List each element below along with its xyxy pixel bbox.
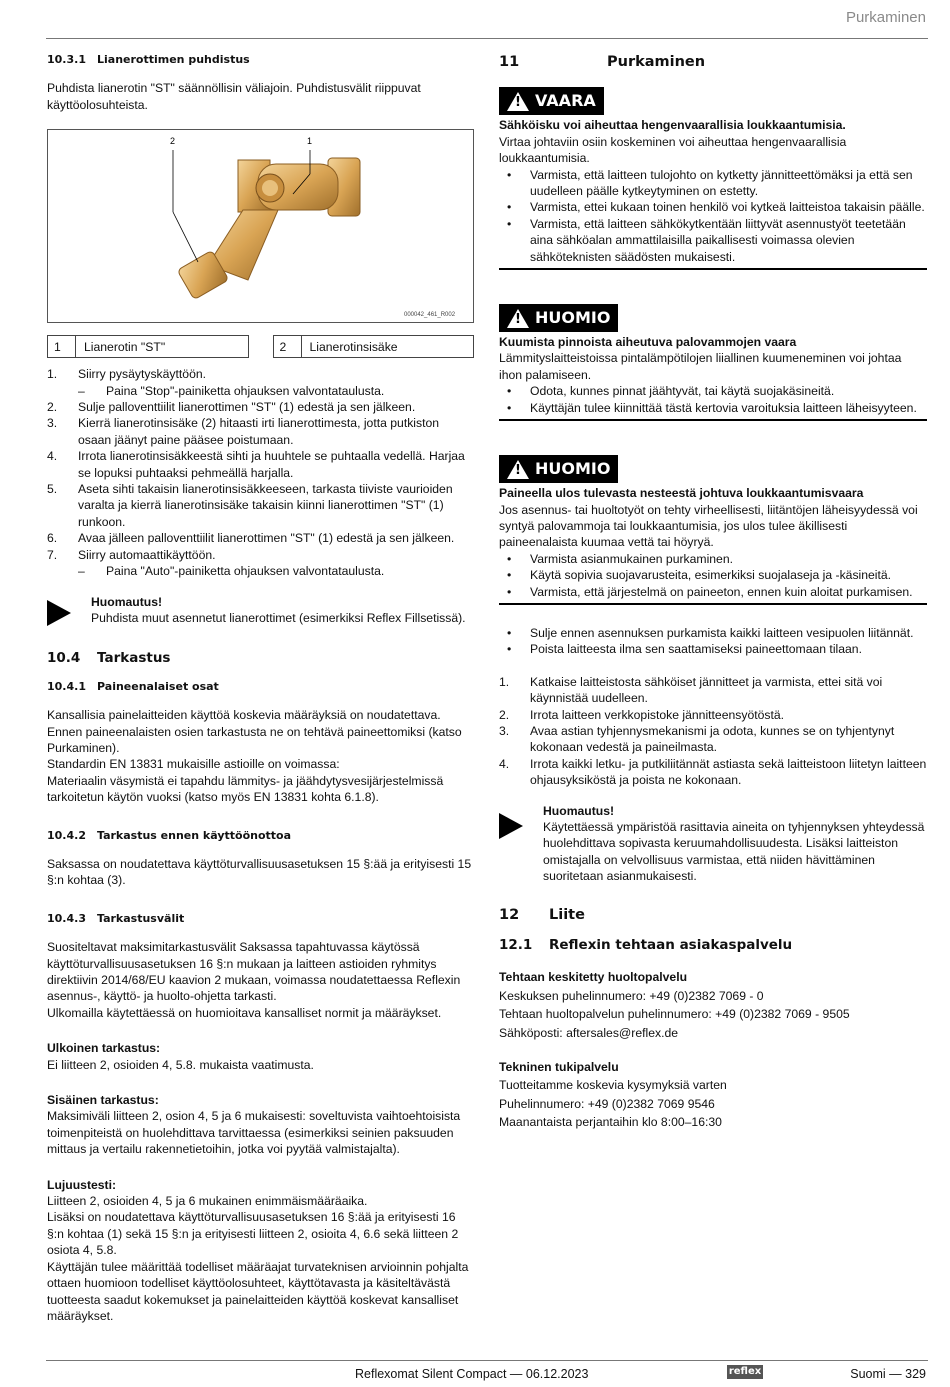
- list-item: • Varmista, että laitteen tulojohto on kytketty jännitteettömäksi ja että sen uudelleen päälle kytkeytyminen on estetty.: [507, 167, 913, 199]
- list-item: • Varmista asianmukainen purkaminen.: [507, 551, 733, 566]
- paragraph: Ulkomailla käytettäessä on huomioitava kansalliset normit ja määräykset.: [47, 1005, 442, 1020]
- left-column: [47, 52, 474, 1324]
- running-header: Purkaminen: [845, 9, 926, 26]
- warning-icon: !: [507, 92, 529, 111]
- subheading-strength: Lujuustesti:: [47, 1177, 117, 1192]
- caution-box-hot: [499, 304, 927, 421]
- callout-2: 2: [170, 136, 176, 147]
- heading-10-4: 10.4 Tarkastus: [47, 650, 171, 667]
- danger-box: [499, 87, 927, 270]
- cleaning-steps: [47, 366, 474, 579]
- arrow-right-icon: [47, 600, 71, 626]
- support-line: Maanantaista perjantaihin klo 8:00–16:30: [499, 1115, 722, 1130]
- subheading-external: Ulkoinen tarkastus:: [47, 1041, 161, 1056]
- heading-10-4-1: 10.4.1 Paineenalaiset osat: [47, 679, 219, 693]
- paragraph: Käyttäjän tulee määrittää todelliset määräajat turvateknisen arvioinnin pohjalta ottaen huomioon todelliset käyttöolosuhteet, käyttötavasta ja käsiteltävästä tuotteesta saadut kokemukset ja painelaitteiden käyttöä koskevat kansalliset määräykset.: [47, 1259, 469, 1323]
- list-subitem: – Paina "Stop"-painiketta ohjauksen valvontataulusta.: [78, 383, 385, 398]
- list-item: 2. Sulje palloventtiilit lianerottimen "ST" (1) edestä ja sen jälkeen.: [47, 400, 416, 415]
- service-line: Keskuksen puhelinnumero: +49 (0)2382 7069 - 0: [499, 988, 764, 1003]
- right-column: [499, 54, 927, 1131]
- list-item: 1. Siirry pysäytyskäyttöön.: [47, 367, 207, 382]
- list-item: 4. Irrota kaikki letku- ja putkiliitännät astiasta sekä laitteistoon liitetyn laitteen ohjausyksiköstä ja poista ne kokonaan.: [499, 756, 927, 788]
- list-item: • Käyttäjän tulee kiinnittää tästä kertovia varoituksia laitteen läheisyyteen.: [507, 400, 917, 415]
- list-item: 3. Avaa astian tyhjennysmekanismi ja odota, kunnes se on tyhjentynyt kokonaan vedestä ja paineilmasta.: [499, 723, 895, 755]
- service-line: Tehtaan huoltopalvelun puhelinnumero: +49 (0)2382 7069 - 9505: [499, 1007, 850, 1022]
- list-item: 2. Irrota laitteen verkkopistoke jännitteensyötöstä.: [499, 707, 785, 722]
- caution-text: Jos asennus- tai huoltotyöt on tehty virheellisesti, liitäntöjen läheisyydessä voi syntyä palovammoja tai loukkaantumisia, jos ulos tulee äkillisesti paineenalaista kuumaa vettä tai höyryä.: [499, 502, 918, 550]
- paragraph: Liitteen 2, osioiden 4, 5 ja 6 mukainen enimmäismääräaika.: [47, 1194, 368, 1209]
- paragraph: Standardin EN 13831 mukaisille astioille on voimassa:: [47, 757, 340, 772]
- note-box: [499, 803, 927, 885]
- list-item: 3. Kierrä lianerotinsisäke (2) hitaasti irti lianerottimesta, jotta putkiston osaan jäänyt paine pääsee poistumaan.: [47, 416, 440, 447]
- service-title: Tehtaan keskitetty huoltopalvelu: [499, 970, 688, 985]
- caution-badge: ! HUOMIO: [499, 455, 618, 483]
- list-item: • Sulje ennen asennuksen purkamista kaikki laitteen vesipuolen liitännät.: [507, 625, 914, 640]
- legend-item: 2 Lianerotinsisäke: [273, 335, 475, 358]
- note-title: Huomautus!: [91, 594, 163, 609]
- list-item: • Odota, kunnes pinnat jäähtyvät, tai käytä suojakäsineitä.: [507, 384, 835, 399]
- danger-title: Sähköisku voi aiheuttaa hengenvaarallisia loukkaantumisia.: [499, 118, 846, 133]
- support-title: Tekninen tukipalvelu: [499, 1060, 619, 1075]
- arrow-right-icon: [499, 813, 523, 839]
- caution-text: Lämmityslaitteistoissa pintalämpötilojen liiallinen kuumeneminen voi johtaa ihon palamiseen.: [499, 351, 902, 382]
- note-title: Huomautus!: [543, 803, 615, 818]
- list-item: • Käytä sopivia suojavarusteita, esimerkiksi suojalaseja ja -käsineitä.: [507, 568, 892, 583]
- note-text: Puhdista muut asennetut lianerottimet (esimerkiksi Reflex Fillsetissä).: [91, 610, 466, 625]
- list-item: 7. Siirry automaattikäyttöön.: [47, 547, 216, 562]
- preparation-list: [499, 625, 927, 658]
- caution-title: Paineella ulos tulevasta nesteestä johtuva loukkaantumisvaara: [499, 486, 864, 501]
- list-subitem: – Paina "Auto"-painiketta ohjauksen valvontataulusta.: [78, 564, 385, 579]
- strainer-illustration: [48, 130, 473, 320]
- legend-item: 1 Lianerotin "ST": [47, 335, 249, 358]
- heading-10-3-1: 10.3.1 Lianerottimen puhdistus: [47, 53, 250, 66]
- footer-page: Suomi — 329: [850, 1367, 926, 1381]
- heading-11: 11 Purkaminen: [499, 54, 706, 70]
- list-item: • Varmista, että järjestelmä on paineeton, ennen kuin aloitat purkamisen.: [507, 584, 913, 599]
- danger-badge: ! VAARA: [499, 87, 604, 115]
- list-item: • Poista laitteesta ilma sen saattamiseksi paineettomaan tilaan.: [507, 642, 862, 657]
- warning-icon: !: [507, 309, 529, 328]
- footer-rule: [46, 1360, 928, 1361]
- heading-12-1: 12.1 Reflexin tehtaan asiakaspalvelu: [499, 937, 793, 954]
- paragraph: Kansallisia painelaitteiden käyttöä koskevia määräyksiä on noudatettava. Ennen paineenalaisten osien tarkastusta ne on tehtävä paineettomiksi (katso Purkaminen).: [47, 708, 462, 755]
- cleaning-intro: Puhdista lianerotin "ST" säännöllisin väliajoin. Puhdistusvälit riippuvat käyttöolosuhteista.: [47, 81, 421, 112]
- note-box: [47, 594, 474, 627]
- list-item: 1. Katkaise laitteistosta sähköiset jännitteet ja varmista, ettei sitä voi käynnistää uudelleen.: [499, 674, 883, 706]
- heading-10-4-3: 10.4.3 Tarkastusvälit: [47, 911, 185, 925]
- caution-badge: ! HUOMIO: [499, 304, 618, 332]
- paragraph: Ei liitteen 2, osioiden 4, 5.8. mukaista vaatimusta.: [47, 1057, 314, 1072]
- support-line: Tuotteitamme koskevia kysymyksiä varten: [499, 1078, 727, 1093]
- list-item: 5. Aseta sihti takaisin lianerotinsisäkkeeseen, tarkasta tiiviste vaurioiden varalta ja kierrä lianerotinsisäke takaisin kiinni lianerottimen "ST" (1) runkoon.: [47, 482, 453, 529]
- paragraph: Lisäksi on noudatettava käyttöturvallisuusasetuksen 16 §:ää ja erityisesti 16 §:n kohtaa (1) sekä 15 §:n ja erityisesti liitteen 2, osioita 4, 6.6 sekä liitteen 2 osiota 4, 5.8.: [47, 1210, 459, 1258]
- figure-legend: [47, 335, 474, 358]
- warning-icon: !: [507, 460, 529, 479]
- callout-1: 1: [307, 136, 313, 147]
- list-item: • Varmista, ettei kukaan toinen henkilö voi kytkeä laitteistoa takaisin päälle.: [507, 200, 925, 215]
- paragraph: Suositeltavat maksimitarkastusvälit Saksassa tapahtuvassa käytössä käyttöturvallisuusasetuksen 16 §:n mukaan ja laitteen astioiden ryhmitys direktiivin 2014/68/EU kaavion 2 mukaan, voimassa noudatettaessa Reflexin asennus-, käyttö- ja huolto-ohjetta tarkasti.: [47, 940, 461, 1004]
- service-email: Sähköposti: aftersales@reflex.de: [499, 1025, 679, 1040]
- danger-text: Virtaa johtaviin osiin koskeminen voi aiheuttaa hengenvaarallisia loukkaantumisia.: [499, 134, 847, 166]
- footer-doc-title: Reflexomat Silent Compact — 06.12.2023: [355, 1367, 589, 1381]
- reflex-logo: reflex: [728, 1366, 762, 1377]
- dismantling-steps: [499, 674, 927, 789]
- figure-code: 000042_461_R002: [404, 312, 456, 319]
- caution-title: Kuumista pinnoista aiheutuva palovammojen vaara: [499, 335, 797, 350]
- subheading-internal: Sisäinen tarkastus:: [47, 1093, 159, 1108]
- heading-10-4-2: 10.4.2 Tarkastus ennen käyttöönottoa: [47, 828, 292, 842]
- caution-box-pressure: [499, 455, 927, 605]
- paragraph: Materiaalin väsymistä ei tapahdu lämmitys- ja jäähdytysvesijärjestelmissä tarkoitetun käytön vuoksi (katso myös EN 13831 kohta 6.1.8).: [47, 773, 444, 805]
- list-item: • Varmista, että laitteen sähkökytkentään liittyvät asennustyöt teetetään aina sähköalan ammattilaisilla paikallisesti voimassa olevien sähköteknisten säädösten mukaisesti.: [507, 216, 906, 264]
- list-item: 4. Irrota lianerotinsisäkkeestä sihti ja huuhtele se puhtaalla vedellä. Harjaa se lopuksi puhtaaksi pehmeällä harjalla.: [47, 449, 465, 480]
- note-text: Käytettäessä ympäristöä rasittavia aineita on tyhjennyksen yhteydessä huolehdittava sopivasta keruumahdollisuudesta. Lisäksi laitteiston omistajalla on velvollisuus varmistaa, että niiden hävittäminen suoritetaan asianmukaisesti.: [543, 820, 925, 884]
- list-item: 6. Avaa jälleen palloventtiilit lianerottimen "ST" (1) edestä ja sen jälkeen.: [47, 531, 455, 546]
- paragraph: Saksassa on noudatettava käyttöturvallisuusasetuksen 15 §:ää ja erityisesti 15 §:n kohtaa (3).: [47, 856, 472, 888]
- paragraph: Maksimiväli liitteen 2, osion 4, 5 ja 6 mukaisesti: soveltuvista vaihtoehtoisista toimenpiteistä on huolehdittava tarvittaessa (esimerkiksi seinien paksuuden mittaus ja vertailu rakennetietoihin, jotka voi pyytää valmistajalta).: [47, 1109, 461, 1157]
- strainer-figure: [47, 129, 474, 323]
- support-line: Puhelinnumero: +49 (0)2382 7069 9546: [499, 1096, 715, 1111]
- heading-12: 12 Liite: [499, 906, 585, 923]
- header-rule: [46, 38, 928, 39]
